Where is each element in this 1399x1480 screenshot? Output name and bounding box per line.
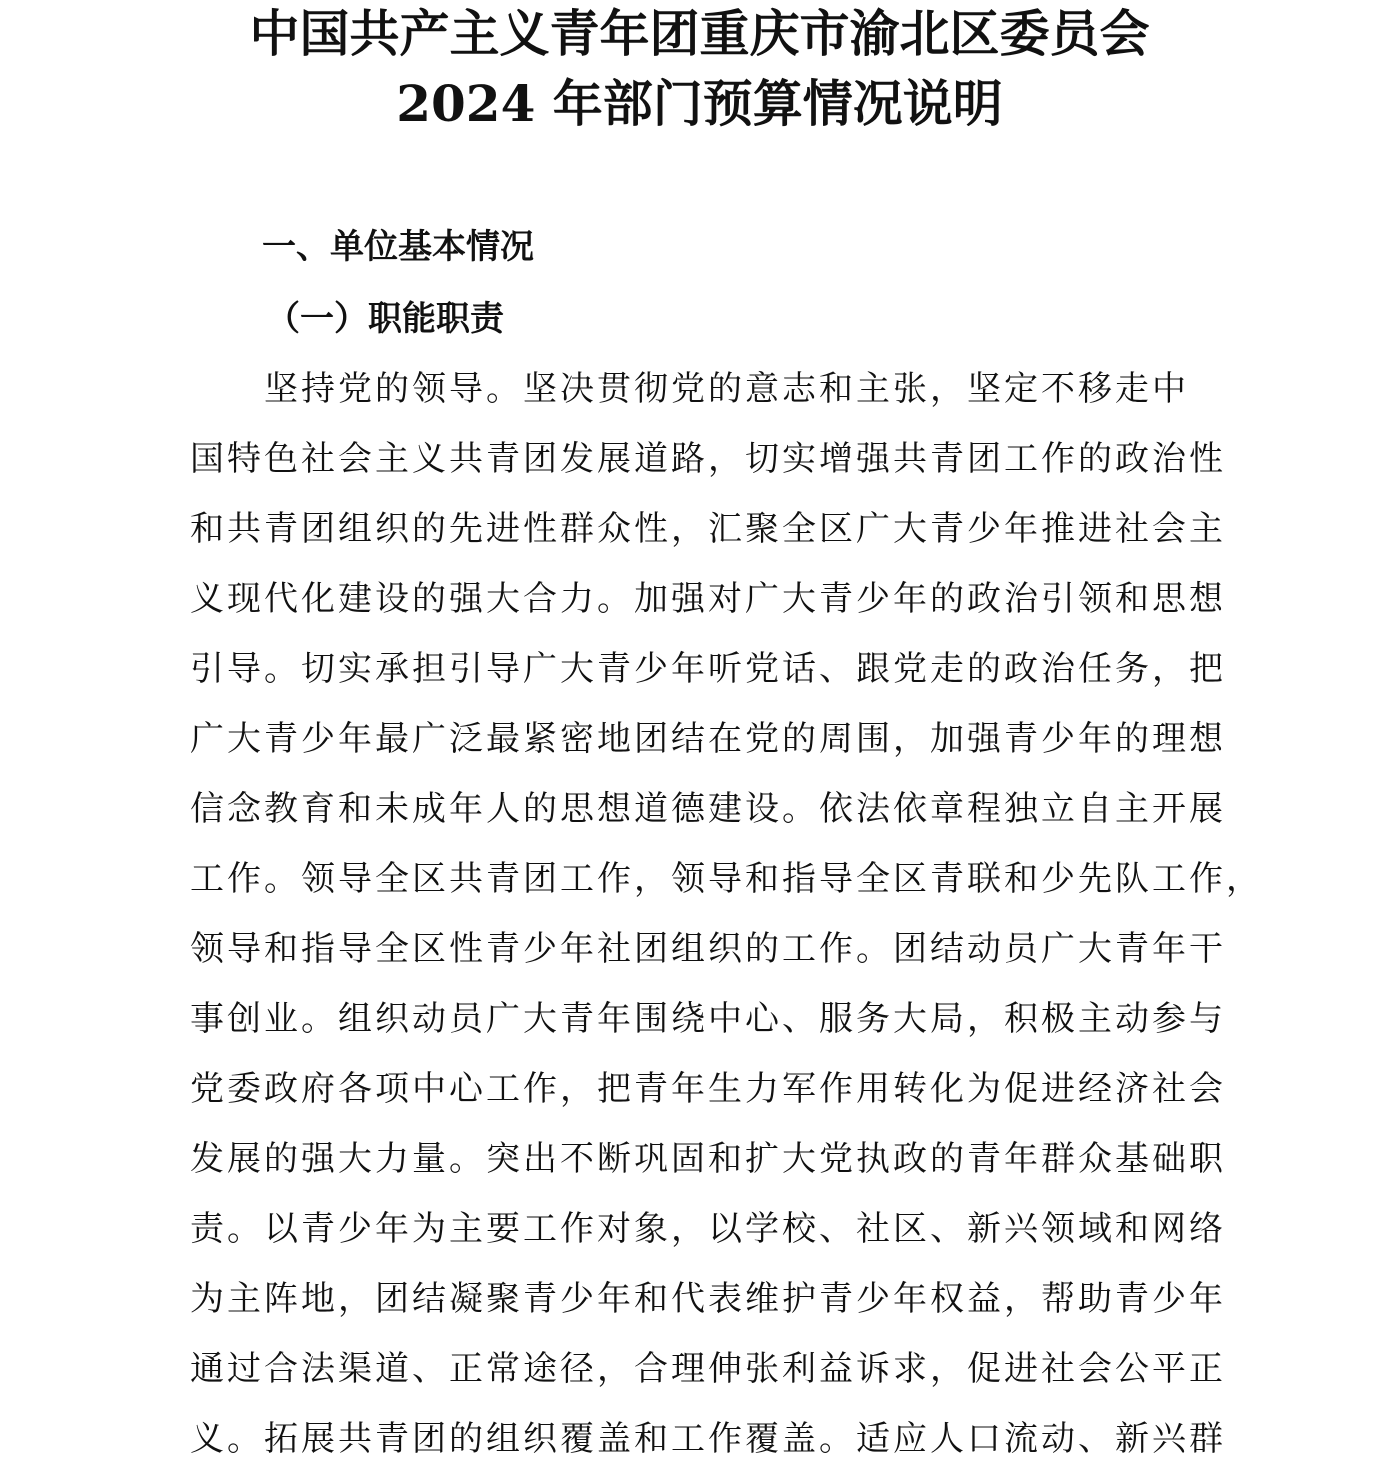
body-line-1: 坚持党的领导。坚决贯彻党的意志和主张，坚定不移走中 bbox=[264, 369, 1189, 409]
body-line-8: 工作。领导全区共青团工作，领导和指导全区青联和少先队工作， bbox=[190, 859, 1263, 899]
body-line-4: 义现代化建设的强大合力。加强对广大青少年的政治引领和思想 bbox=[190, 579, 1226, 619]
body-line-16: 义。拓展共青团的组织覆盖和工作覆盖。适应人口流动、新兴群 bbox=[190, 1419, 1226, 1459]
body-line-2: 国特色社会主义共青团发展道路，切实增强共青团工作的政治性 bbox=[190, 439, 1226, 479]
body-line-3: 和共青团组织的先进性群众性，汇聚全区广大青少年推进社会主 bbox=[190, 509, 1226, 549]
document-title-line-2: 2024 年部门预算情况说明 bbox=[396, 74, 1003, 133]
body-paragraph bbox=[190, 360, 1263, 1480]
body-line-9: 领导和指导全区性青少年社团组织的工作。团结动员广大青年干 bbox=[190, 929, 1226, 969]
body-line-13: 责。以青少年为主要工作对象，以学校、社区、新兴领域和网络 bbox=[190, 1209, 1226, 1249]
body-line-10: 事创业。组织动员广大青年围绕中心、服务大局，积极主动参与 bbox=[190, 999, 1226, 1039]
subsection-heading: （一）职能职责 bbox=[266, 299, 504, 339]
body-line-14: 为主阵地，团结凝聚青少年和代表维护青少年权益，帮助青少年 bbox=[190, 1279, 1226, 1319]
body-line-15: 通过合法渠道、正常途径，合理伸张利益诉求，促进社会公平正 bbox=[190, 1349, 1226, 1389]
body-line-5: 引导。切实承担引导广大青少年听党话、跟党走的政治任务，把 bbox=[190, 649, 1226, 689]
body-line-7: 信念教育和未成年人的思想道德建设。依法依章程独立自主开展 bbox=[190, 789, 1226, 829]
body-line-6: 广大青少年最广泛最紧密地团结在党的周围，加强青少年的理想 bbox=[190, 719, 1226, 759]
section-heading: 一、单位基本情况 bbox=[262, 227, 534, 267]
body-line-11: 党委政府各项中心工作，把青年生力军作用转化为促进经济社会 bbox=[190, 1069, 1226, 1109]
document-title-line-1: 中国共产主义青年团重庆市渝北区委员会 bbox=[249, 4, 1150, 63]
body-line-12: 发展的强大力量。突出不断巩固和扩大党执政的青年群众基础职 bbox=[190, 1139, 1226, 1179]
